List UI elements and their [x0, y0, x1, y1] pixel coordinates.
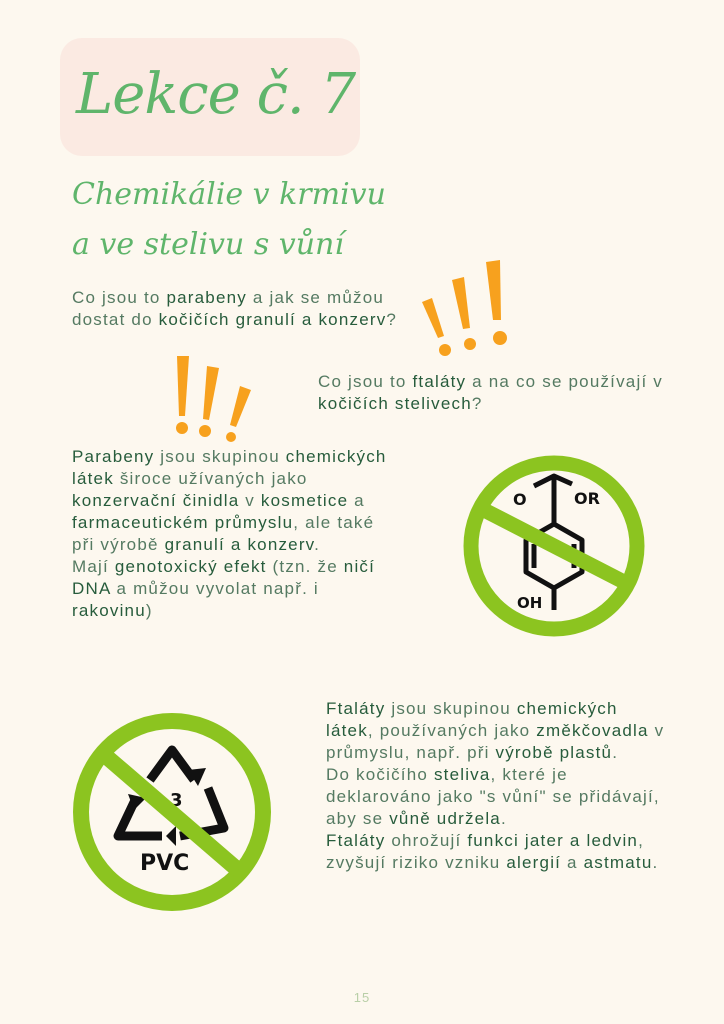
subtitle-line-2: a ve stelivu s vůní [72, 227, 344, 262]
phthalates-paragraph: Ftaláty jsou skupinou chemických látek, používaných jako změkčovadla v průmyslu, např. při výrobě plastů. Do kočičího steliva, které je deklarováno jako "s vůní" se přidávají, aby se vůně udržela. Ftaláty ohrožují funkci jater a ledvin, zvyšují riziko vzniku alergií a astmatu. [326, 699, 665, 872]
exclamation-marks-icon [165, 352, 265, 442]
lesson-subtitle [72, 170, 386, 270]
molecule-label-or: OR [574, 489, 600, 508]
exclamation-marks-icon [412, 258, 522, 358]
parabens-paragraph: Parabeny jsou skupinou chemických látek široce užívaných jako konzervační činidla v kosmetice a farmaceutickém průmyslu, ale také při výrobě granulí a konzerv. Mají genotoxický efekt (tzn. že ničí DNA a můžou vyvolat např. i rakovinu) [72, 447, 387, 620]
recycle-number: 3 [170, 790, 183, 811]
subtitle-line-1: Chemikálie v krmivu [72, 177, 386, 212]
paraben-molecule-prohibited-icon [460, 452, 648, 640]
question-phthalates: Co jsou to ftaláty a na co se používají v kočičích stelivech? [318, 372, 663, 413]
recycle-material: PVC [140, 851, 190, 876]
molecule-label-o: O [513, 490, 527, 509]
page-number: 15 [353, 990, 371, 1005]
lesson-title: Lekce č. 7 [76, 62, 356, 127]
pvc-recycling-prohibited-icon [70, 710, 274, 914]
question-parabens: Co jsou to parabeny a jak se můžou dostat do kočičích granulí a konzerv? [72, 288, 398, 329]
molecule-label-oh: OH [517, 594, 543, 612]
